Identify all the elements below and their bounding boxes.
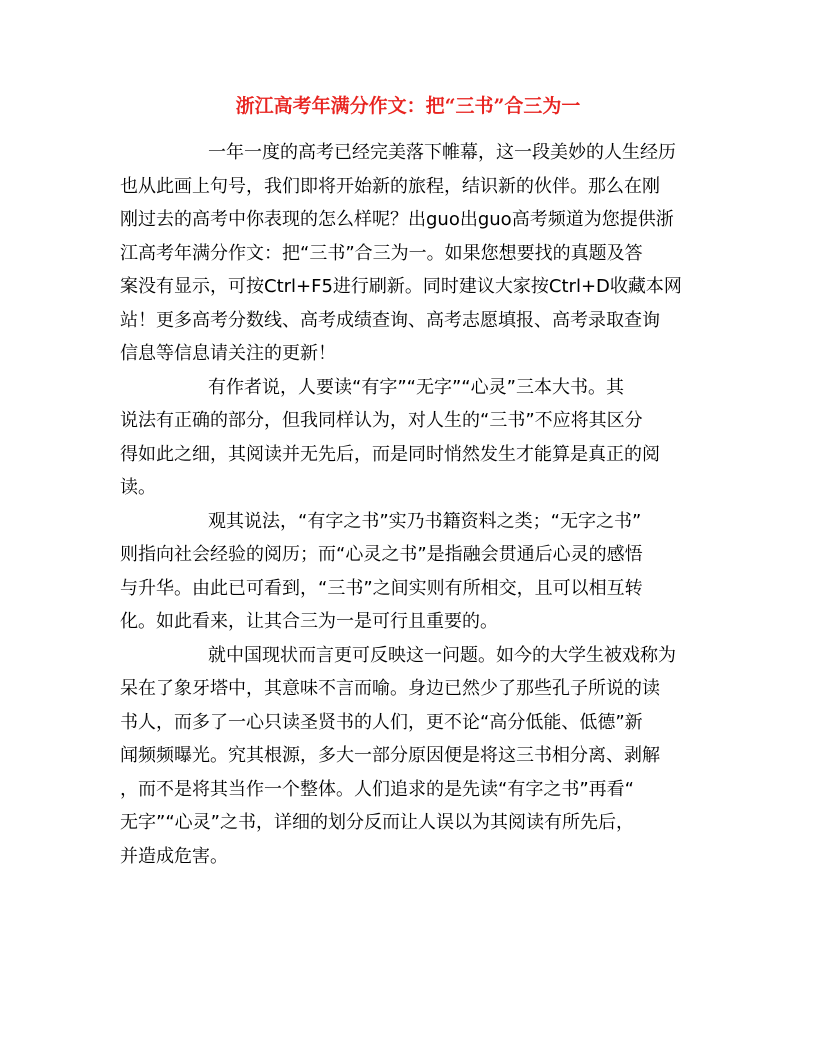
paragraph-line: 书人，而多了一心只读圣贤书的人们，更不论“高分低能、低德”新 (120, 711, 643, 733)
paragraph-line: 一年一度的高考已经完美落下帷幕，这一段美妙的人生经历 (208, 142, 676, 163)
paragraph-line: 信息等信息请关注的更新！ (120, 343, 336, 364)
paragraph-3 (120, 505, 700, 639)
paragraph-line: 无字”“心灵”之书，详细的划分反而让人误以为其阅读有所先后， (120, 812, 634, 833)
paragraph-line: 也从此画上句号，我们即将开始新的旅程，结识新的伙伴。那么在刚 (120, 175, 660, 197)
paragraph-line: 有作者说，人要读“有字”“无字”“心灵”三本大书。其 (208, 376, 624, 398)
document-title: 浙江高考年满分作文：把“三书”合三为一 (235, 95, 581, 117)
paragraph-line: 化。如此看来，让其合三为一是可行且重要的。 (120, 611, 498, 632)
paragraph-line: 则指向社会经验的阅历；而“心灵之书”是指融会贯通后心灵的感悟 (120, 544, 643, 565)
paragraph-line: 站！更多高考分数线、高考成绩查询、高考志愿填报、高考录取查询 (120, 309, 660, 331)
paragraph-1 (120, 136, 700, 371)
paragraph-line: 与升华。由此已可看到，“三书”之间实则有所相交，且可以相互转 (120, 577, 643, 599)
paragraph-line: ，而不是将其当作一个整体。人们追求的是先读“有字之书”再看“ (120, 778, 634, 800)
paragraph-line: 并造成危害。 (120, 845, 228, 867)
paragraph-line: 读。 (120, 477, 156, 498)
paragraph-2 (120, 371, 700, 505)
paragraph-4 (120, 639, 700, 874)
paragraph-line: 刚过去的高考中你表现的怎么样呢？出guo出guo高考频道为您提供浙 (120, 209, 674, 230)
paragraph-line: 得如此之细，其阅读并无先后，而是同时悄然发生才能算是真正的阅 (120, 443, 660, 465)
paragraph-line: 说法有正确的部分，但我同样认为，对人生的“三书”不应将其区分 (120, 410, 643, 431)
paragraph-line: 江高考年满分作文：把“三书”合三为一。如果您想要找的真题及答 (120, 242, 643, 264)
paragraph-line: 呆在了象牙塔中，其意味不言而喻。身边已然少了那些孔子所说的读 (120, 678, 660, 699)
paragraph-line: 观其说法，“有字之书”实乃书籍资料之类；“无字之书” (208, 510, 642, 532)
paragraph-line: 案没有显示，可按Ctrl+F5进行刷新。同时建议大家按Ctrl+D收藏本网 (120, 276, 682, 297)
paragraph-line: 闻频频曝光。究其根源，多大一部分原因便是将这三书相分离、剥解 (120, 745, 660, 766)
document-body (120, 136, 700, 873)
paragraph-line: 就中国现状而言更可反映这一问题。如今的大学生被戏称为 (208, 644, 676, 666)
